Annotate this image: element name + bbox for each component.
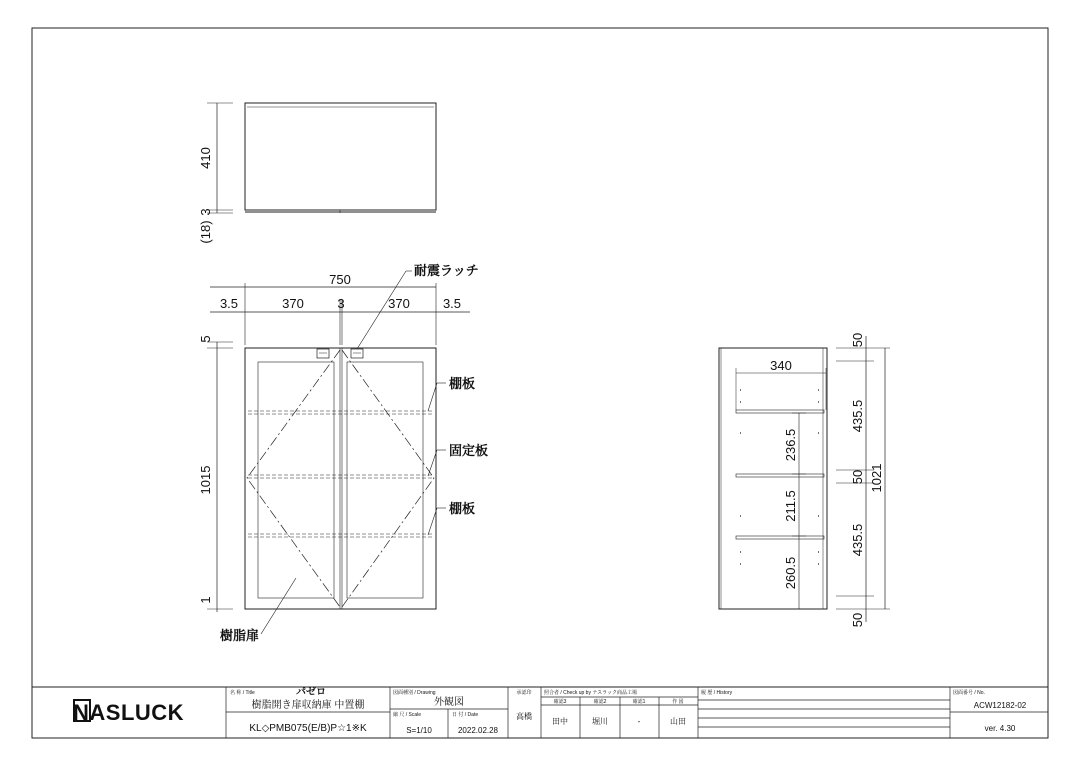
check-value-2: 堀川: [592, 717, 608, 726]
number-label: 図面番号 / No.: [953, 690, 985, 696]
dim-center-gap: 3: [337, 296, 345, 311]
dim-side-seg2: 435.5: [850, 523, 865, 557]
dim-front-height: 1015: [198, 465, 213, 495]
dim-side-seg1: 435.5: [850, 399, 865, 433]
check-col-1: 確認3: [553, 699, 567, 705]
scale-value: S=1/10: [406, 726, 432, 735]
dim-shelf-gap3: 260.5: [783, 556, 798, 590]
history-label: 履 歴 / History: [701, 690, 733, 696]
drawing-number: ACW12182-02: [973, 701, 1027, 710]
label-shelf-upper: 棚板: [449, 376, 476, 391]
label-latch: 耐震ラッチ: [414, 263, 479, 278]
dim-side-depth: 340: [770, 358, 792, 373]
dim-left-door: 370: [282, 296, 304, 311]
dim-right-door: 370: [388, 296, 410, 311]
dim-side-top: 50: [850, 332, 865, 348]
dim-left-gap: 3.5: [219, 296, 239, 311]
title-label: 名 称 / Title: [230, 690, 255, 696]
dim-side-total: 1021: [869, 463, 884, 493]
date-label: 日 付 / Date: [452, 712, 479, 718]
dim-top-base: 3: [198, 208, 213, 216]
dim-side-mid: 50: [850, 469, 865, 485]
check-value-1: 田中: [552, 717, 568, 726]
approval-label: 承認印: [516, 690, 532, 696]
dim-top-offset: 5: [198, 335, 213, 343]
label-door: 樹脂扉: [220, 628, 260, 643]
dim-top-base-paren: (18): [198, 220, 213, 244]
drawing-type: 外観図: [434, 697, 464, 708]
top-view: [207, 103, 436, 213]
check-value-3: -: [637, 717, 641, 726]
product-name: 樹脂開き扉収納庫 中置棚: [251, 700, 365, 711]
scale-label: 縮 尺 / Scale: [393, 712, 422, 718]
approver: 高橋: [516, 712, 532, 721]
dim-shelf-gap2: 211.5: [783, 490, 798, 522]
check-col-4: 作 図: [672, 699, 684, 705]
check-col-3: 確認1: [632, 699, 646, 705]
dim-right-gap: 3.5: [442, 296, 462, 311]
dim-shelf-gap1: 236.5: [783, 428, 798, 462]
title-block-grid: [32, 687, 1048, 738]
front-view: [207, 271, 470, 634]
brand-logo: [73, 700, 184, 725]
label-fixed-shelf: 固定板: [449, 443, 489, 458]
dim-bottom-offset: 1: [198, 596, 213, 604]
label-shelf-lower: 棚板: [449, 501, 476, 516]
dim-side-bottom: 50: [850, 612, 865, 628]
logo-text: NASLUCK: [73, 700, 185, 725]
sheet-border: [32, 28, 1048, 738]
drawing-label: 図面種別 / Drawing: [393, 690, 436, 696]
check-col-2: 確認2: [593, 699, 607, 705]
dim-total-width: 750: [329, 272, 351, 287]
date-value: 2022.02.28: [457, 726, 499, 735]
model-number: KL◇PMB075(E/B)P☆1※K: [249, 723, 367, 734]
version: ver. 4.30: [984, 724, 1016, 733]
dim-top-height: 410: [198, 147, 213, 169]
check-value-4: 山田: [670, 717, 686, 726]
series-name: パゼロ: [296, 687, 326, 698]
check-label: 照合者 / Check up by ナスラック商品工場: [544, 690, 638, 696]
